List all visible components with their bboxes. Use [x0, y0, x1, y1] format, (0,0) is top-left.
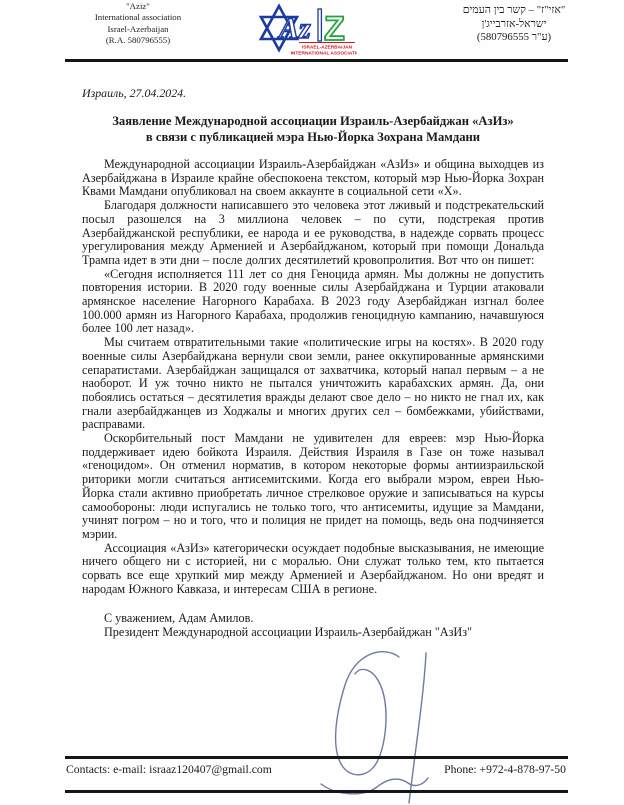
org-name-en: "Aziz" [126, 1, 150, 11]
letter-title [82, 113, 544, 145]
closing-block [82, 611, 544, 639]
org-type-en: International association [94, 12, 182, 23]
org-countries-he: ישראל-אזרבייג'ן [481, 17, 547, 30]
logo-caption-line1: ISRAEL-AZERBAIJAN [301, 45, 353, 51]
footer-email: Contacts: e-mail: israaz120407@gmail.com [66, 763, 272, 776]
star-of-david-icon [255, 3, 357, 57]
letter-body [82, 86, 544, 639]
logo-wordmark-i [318, 9, 321, 41]
letterhead-english [56, 1, 220, 47]
closing-regards: С уважением, Адам Амилов. [104, 610, 254, 625]
org-countries-en: Israel-Azerbaijan [107, 23, 169, 34]
header-divider [65, 59, 568, 62]
aziz-logo [255, 3, 357, 57]
logo-wordmark-z: Z [324, 10, 345, 48]
org-name-he: "אזי"ז" – קשר בין העמים [462, 4, 566, 16]
footer-phone: Phone: +972-4-878-97-50 [444, 763, 566, 776]
org-reg-number-he: (ע"ר 580796555) [476, 31, 552, 43]
org-reg-number-en: (R.A. 580796555) [105, 35, 171, 46]
footer-contacts [66, 763, 566, 776]
dateline: Израиль, 27.04.2024. [82, 86, 187, 100]
title-line-1: Заявление Международной ассоциации Израиль-Азербайджан «АзИз» [112, 114, 514, 128]
closing-signatory-title: Президент Международной ассоциации Израиль-Азербайджан "АзИз" [104, 624, 473, 639]
paragraph-1: Международной ассоциации Израиль-Азербайджан «АзИз» и община выходцев из Азербайджана в Израиле крайне обеспокоена текстом, который мэр Нью-Йорка Зохран Квами Мамдани опубликовал на своем аккаунте в социальной сети «Х». [82, 157, 544, 199]
paragraph-5: Оскорбительный пост Мамдани не удивителен для евреев: мэр Нью-Йорка поддерживает идею бойкота Израиля. Действия Израиля в Газе он тоже называл «геноцидом». Он отменил норматив, в котором некоторые формы антиизраильской риторики могли считаться антисемитскими. Когда его выбрали мэром, евреи Нью-Йорка стали активно приобретать личное стрелковое оружие и записываться на курсы самообороны: люди испугались не только того, что антисемиты, идущие за Мамдани, учинят погром – но и того, что и полиция не придет на помощь, ведь она подчиняется мэрии. [82, 431, 544, 541]
logo-caption-line2: INTERNATIONAL ASSOCIATION [290, 51, 357, 57]
footer-divider-top [65, 756, 568, 759]
footer-divider-bottom [65, 790, 568, 793]
signature-scribble [303, 645, 475, 805]
paragraph-2: Благодаря должности написавшего это человека этот лживый и подстрекательский посыл разошелся на 3 миллиона человек – по сути, подстрекая против Азербайджанской республики, ее народа и ее руководства, в надежде сорвать процесс урегулирования между Арменией и Азербайджаном, который при помощи Дональда Трампа идет в эти дни – после долгих десятилетий кровопролития. Вот что он пишет: [82, 198, 544, 267]
title-line-2: в связи с публикацией мэра Нью-Йорка Зохрана Мамдани [145, 130, 481, 144]
paragraph-4: Мы считаем отвратительными такие «политические игры на костях». В 2020 году военные силы Азербайджана вернули свои земли, ранее оккупированные армянскими сепаратистами. Азербайджан защищался от захватчика, который напал первым – а не наоборот. И уж точно никто не пытался уничтожить карабахских армян. Да, они побоялись остаться – десятилетия вражды делают свое дело – но никто не гнал их, как гнали азербайджанцев из Ходжалы и многих других сел – бомбежками, убийствами, расправами. [82, 335, 544, 432]
logo-wordmark-az: Az [279, 12, 311, 45]
letterhead-hebrew [420, 4, 608, 45]
paragraph-6: Ассоциация «АзИз» категорически осуждает подобные высказывания, не имеющие ничего общего ни с историей, ни с моралью. Они служат только тем, кто пытается сорвать все еще хрупкий мир между Арменией и Азербайджаном. Но они вредят и народам Южного Кавказа, и интересам США в регионе. [82, 540, 544, 596]
paragraph-3-quote: «Сегодня исполняется 111 лет со дня Геноцида армян. Мы должны не допустить повторения истории. В 2020 году военные силы Азербайджана и Турции атаковали армянское население Нагорного Карабаха. В 2023 году Азербайджан изгнал более 100.000 армян из Нагорного Карабаха, продолжив геноцидную кампанию, начавшуюся более 100 лет назад». [82, 266, 544, 336]
